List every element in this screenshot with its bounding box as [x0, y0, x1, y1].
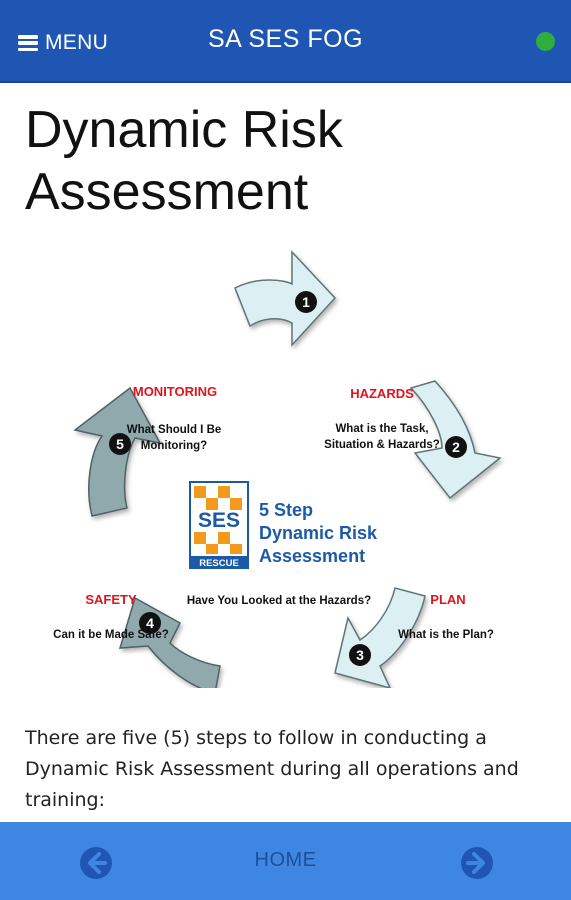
step-1-question-2: Situation & Hazards?: [324, 439, 440, 451]
step-4-number: 4: [146, 615, 154, 631]
step-3-number: 3: [356, 647, 364, 663]
five-step-diagram: [30, 248, 540, 688]
menu-label: MENU: [45, 31, 109, 54]
next-page-button[interactable]: [460, 846, 494, 880]
app-footer: [0, 822, 571, 900]
status-indicator: [536, 32, 555, 51]
ses-logo-subtext: RESCUE: [199, 558, 239, 569]
step-1-label: HAZARDS: [350, 386, 414, 401]
ses-logo: [190, 482, 248, 569]
step-4-arrow: [120, 598, 220, 688]
step-2-number: 2: [452, 439, 460, 455]
step-5-arrow: [75, 388, 160, 516]
ses-logo-text: SES: [197, 509, 241, 532]
page-title: Dynamic Risk Assessment: [25, 101, 343, 221]
step-2-label: PLAN: [430, 592, 466, 607]
diagram-center-title-1: 5 Step: [259, 500, 314, 520]
intro-paragraph: There are five (5) steps to follow in conducting a Dynamic Risk Assessment during all operations and training:: [25, 727, 519, 811]
cycle-diagram-svg: [30, 248, 540, 688]
step-1-arrow: [235, 252, 335, 345]
step-4-question-2: Can it be Made Safe?: [53, 629, 169, 641]
step-4-question-1: Have You Looked at the Hazards?: [186, 595, 372, 607]
home-link[interactable]: HOME: [254, 849, 317, 871]
diagram-center-title-2: Dynamic Risk: [259, 523, 378, 543]
step-4-label: SAFETY: [85, 592, 137, 607]
step-2-question: What is the Plan?: [398, 629, 494, 641]
step-5-question-2: Monitoring?: [140, 440, 208, 452]
main-content[interactable]: [0, 83, 571, 820]
step-1-question-1: What is the Task,: [335, 423, 429, 435]
step-5-question-1: What Should I Be: [126, 424, 222, 436]
app-header: [0, 0, 571, 83]
arrow-right-circle-icon: [460, 846, 494, 880]
diagram-center-title-3: Assessment: [259, 546, 366, 566]
step-1-number: 1: [302, 294, 310, 310]
step-5-number: 5: [116, 436, 124, 452]
step-5-label: MONITORING: [132, 384, 218, 399]
app-title: SA SES FOG: [207, 25, 364, 53]
